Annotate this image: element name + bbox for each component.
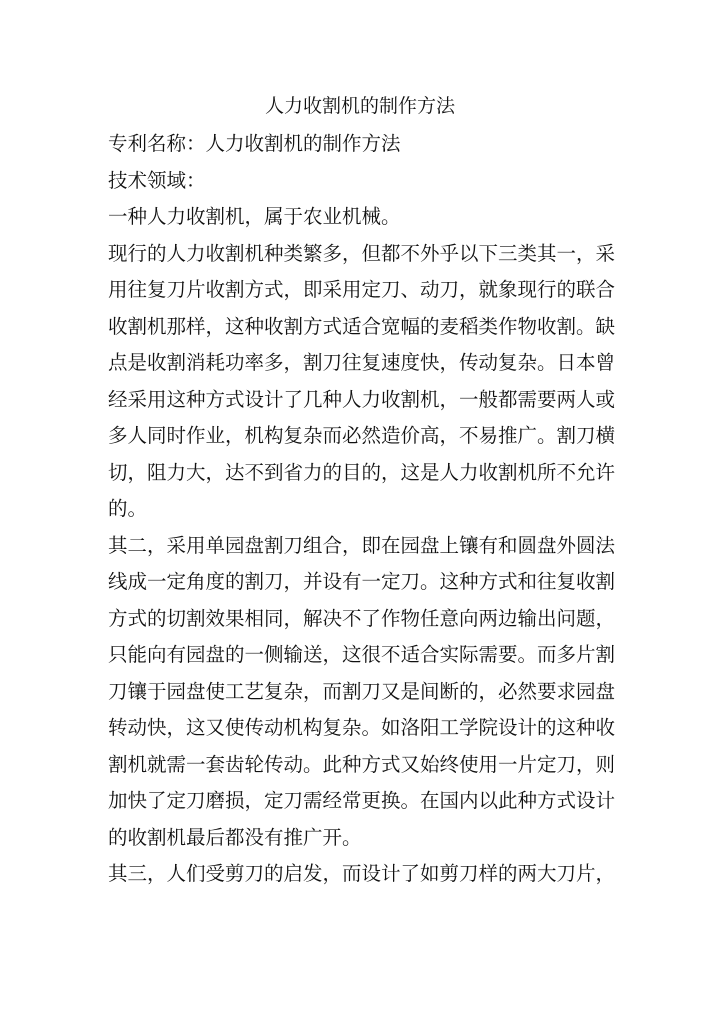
paragraph-line: 点是收割消耗功率多，割刀往复速度快，传动复杂。日本曾 bbox=[108, 351, 616, 374]
paragraph-line: 线成一定角度的割刀，并设有一定刀。这种方式和往复收割 bbox=[108, 570, 616, 593]
paragraph-line: 转动快，这又使传动机构复杂。如洛阳工学院设计的这种收 bbox=[108, 716, 616, 739]
paragraph-line: 经采用这种方式设计了几种人力收割机，一般都需要两人或 bbox=[108, 387, 616, 411]
document-title: 人力收割机的制作方法 bbox=[264, 95, 455, 117]
paragraph-line: 切，阻力大，达不到省力的目的，这是人力收割机所不允许 bbox=[108, 460, 616, 484]
paragraph-line: 只能向有园盘的一侧输送，这很不适合实际需要。而多片割 bbox=[108, 643, 616, 666]
paragraph-line: 方式的切割效果相同，解决不了作物任意向两边输出问题， bbox=[108, 606, 616, 630]
paragraph-line: 的收割机最后都没有推广开。 bbox=[108, 825, 362, 849]
paragraph-line: 其二，采用单园盘割刀组合，即在园盘上镶有和圆盘外圆法 bbox=[108, 533, 616, 557]
paragraph-line: 加快了定刀磨损，定刀需经常更换。在国内以此种方式设计 bbox=[108, 789, 616, 812]
paragraph-line: 其三，人们受剪刀的启发，而设计了如剪刀样的两大刀片， bbox=[108, 862, 616, 885]
paragraph-line: 收割机那样，这种收割方式适合宽幅的麦稻类作物收割。缺 bbox=[108, 314, 616, 338]
paragraph-line: 割机就需一套齿轮传动。此种方式又始终使用一片定刀，则 bbox=[108, 752, 616, 776]
section-heading-technical-field: 技术领域： bbox=[108, 168, 206, 192]
paragraph-line: 的。 bbox=[108, 497, 148, 520]
paragraph-line: 用往复刀片收割方式，即采用定刀、动刀，就象现行的联合 bbox=[108, 278, 616, 301]
paragraph-line: 一种人力收割机，属于农业机械。 bbox=[108, 205, 401, 228]
paragraph-line: 现行的人力收割机种类繁多，但都不外乎以下三类其一，采 bbox=[108, 241, 616, 265]
document-body bbox=[108, 126, 614, 893]
paragraph-line: 多人同时作业，机构复杂而必然造价高，不易推广。割刀横 bbox=[108, 424, 616, 447]
paragraph-line: 刀镶于园盘使工艺复杂，而割刀又是间断的，必然要求园盘 bbox=[108, 679, 616, 703]
patent-name-line: 专利名称：人力收割机的制作方法 bbox=[108, 132, 401, 155]
